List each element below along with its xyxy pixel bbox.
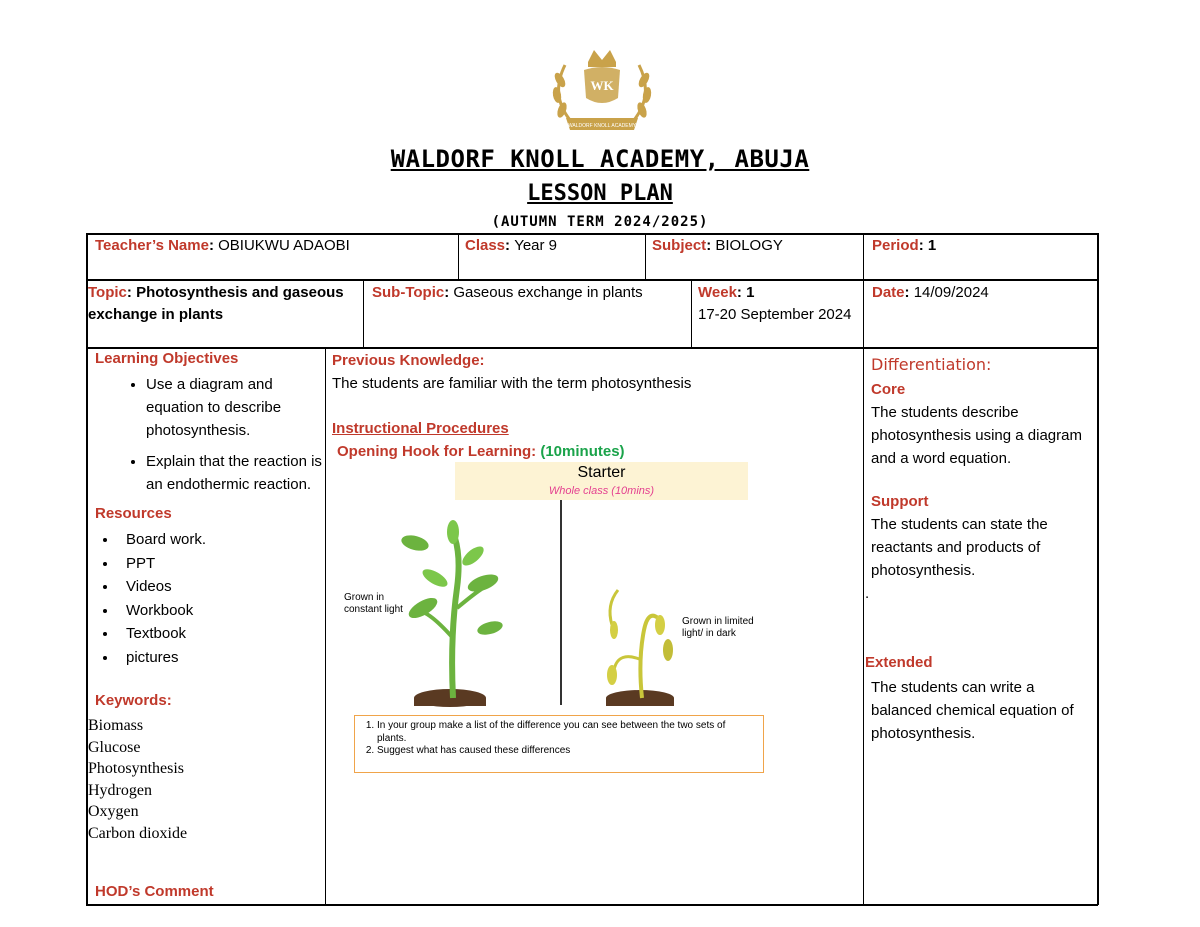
resource-item: • Board work.: [118, 528, 324, 552]
resource-item: • pictures: [118, 646, 324, 670]
keywords-list: [88, 715, 324, 844]
starter-task-item: 1. In your group make a list of the difference you can see between the two sets of plants.: [377, 720, 757, 745]
hook-label: Opening Hook for Learning:: [337, 443, 537, 460]
week-label: Week: [698, 284, 737, 301]
resource-item: • Videos: [118, 575, 324, 599]
class-cell: Class: Year 9: [465, 237, 558, 254]
school-name: WALDORF KNOLL ACADEMY, ABUJA: [390, 145, 810, 173]
core-text: The students describe photosynthesis using a diagram and a word equation.: [871, 404, 1082, 467]
extended-heading: Extended: [865, 654, 933, 671]
subject-cell: Subject: BIOLOGY: [652, 237, 783, 254]
term-label: (AUTUMN TERM 2024/2025): [491, 214, 709, 230]
class-label: Class: [465, 237, 506, 254]
svg-text:WK: WK: [590, 78, 614, 93]
date-cell: Date: 14/09/2024: [872, 284, 989, 301]
subtopic-value: Gaseous exchange in plants: [453, 284, 643, 301]
subtopic-label: Sub-Topic: [372, 284, 445, 301]
keyword-item: Oxygen: [88, 803, 139, 820]
subtopic-cell: Sub-Topic: Gaseous exchange in plants: [372, 284, 643, 301]
resource-item: • Workbook: [118, 599, 324, 623]
differentiation-heading: Differentiation:: [871, 355, 992, 374]
resource-item: • PPT: [118, 552, 324, 576]
hod-comment-heading: HOD’s Comment: [95, 883, 214, 900]
procedures-heading: Instructional Procedures: [332, 420, 509, 437]
teacher-value: OBIUKWU ADAOBI: [218, 237, 350, 254]
support-heading: Support: [871, 493, 929, 510]
school-crest-logo: [540, 50, 664, 136]
date-label: Date: [872, 284, 905, 301]
week-dates: 17-20 September 2024: [698, 306, 852, 323]
resources-list: [88, 528, 324, 669]
objective-item: • Explain that the reaction is an endothermic reaction.: [146, 450, 324, 496]
starter-subtitle: Whole class (10mins): [548, 485, 655, 497]
left-column: [88, 349, 324, 844]
topic-label: Topic: [88, 284, 127, 301]
opening-hook: [332, 440, 860, 463]
starter-tasks-box: [354, 715, 764, 773]
wilted-plant-illustration: [598, 580, 678, 708]
differentiation-column: [865, 353, 1096, 605]
starter-title: Starter: [577, 464, 626, 481]
core-heading: Core: [871, 381, 906, 398]
resource-item: • Textbook: [118, 622, 324, 646]
week-cell: Week: 1 17-20 September 2024: [698, 284, 852, 323]
topic-value: Photosynthesis and gaseous exchange in plants: [88, 284, 344, 323]
starter-header: [455, 462, 748, 500]
period-value: 1: [927, 237, 937, 254]
resources-heading: Resources: [95, 505, 172, 522]
date-value: 14/09/2024: [913, 284, 989, 301]
logo-text: WALDORF KNOLL ACADEMY: [567, 123, 637, 129]
subject-value: BIOLOGY: [715, 237, 783, 254]
teacher-label: Teacher’s Name: [95, 237, 209, 254]
objectives-heading: Learning Objectives: [95, 350, 239, 367]
keyword-item: Glucose: [88, 738, 141, 756]
keywords-heading: Keywords:: [95, 692, 172, 709]
subject-label: Subject: [652, 237, 707, 254]
starter-tasks-list: [361, 720, 757, 758]
period-label: Period: [872, 237, 919, 254]
teacher-name-cell: Teacher’s Name: OBIUKWU ADAOBI: [95, 237, 350, 254]
topic-cell: Topic: Photosynthesis and gaseous exchange in plants: [88, 284, 344, 323]
prev-knowledge-text: The students are familiar with the term photosynthesis: [332, 375, 692, 392]
right-plant-label: Grown in limited light/ in dark: [682, 616, 754, 639]
document-title: LESSON PLAN: [527, 181, 673, 206]
objective-item: • Use a diagram and equation to describe photosynthesis.: [146, 373, 324, 442]
keyword-item: Biomass: [88, 717, 144, 734]
dot-text: .: [865, 585, 870, 602]
class-value: Year 9: [514, 237, 558, 254]
support-text: The students can state the reactants and products of photosynthesis.: [871, 516, 1048, 579]
week-value: 1: [746, 284, 755, 301]
keyword-item: Carbon dioxide: [88, 824, 188, 842]
middle-column: [332, 349, 860, 463]
prev-knowledge-heading: Previous Knowledge:: [332, 352, 485, 369]
hook-time: (10minutes): [540, 443, 625, 460]
period-cell: Period: 1: [872, 237, 937, 254]
left-plant-label: Grown in constant light: [344, 592, 403, 615]
starter-task-item: 2. Suggest what has caused these differences: [377, 745, 757, 758]
objectives-list: [88, 373, 324, 496]
keyword-item: Photosynthesis: [88, 760, 185, 777]
extended-text: The students can write a balanced chemical equation of photosynthesis.: [871, 679, 1074, 742]
keyword-item: Hydrogen: [88, 781, 152, 799]
